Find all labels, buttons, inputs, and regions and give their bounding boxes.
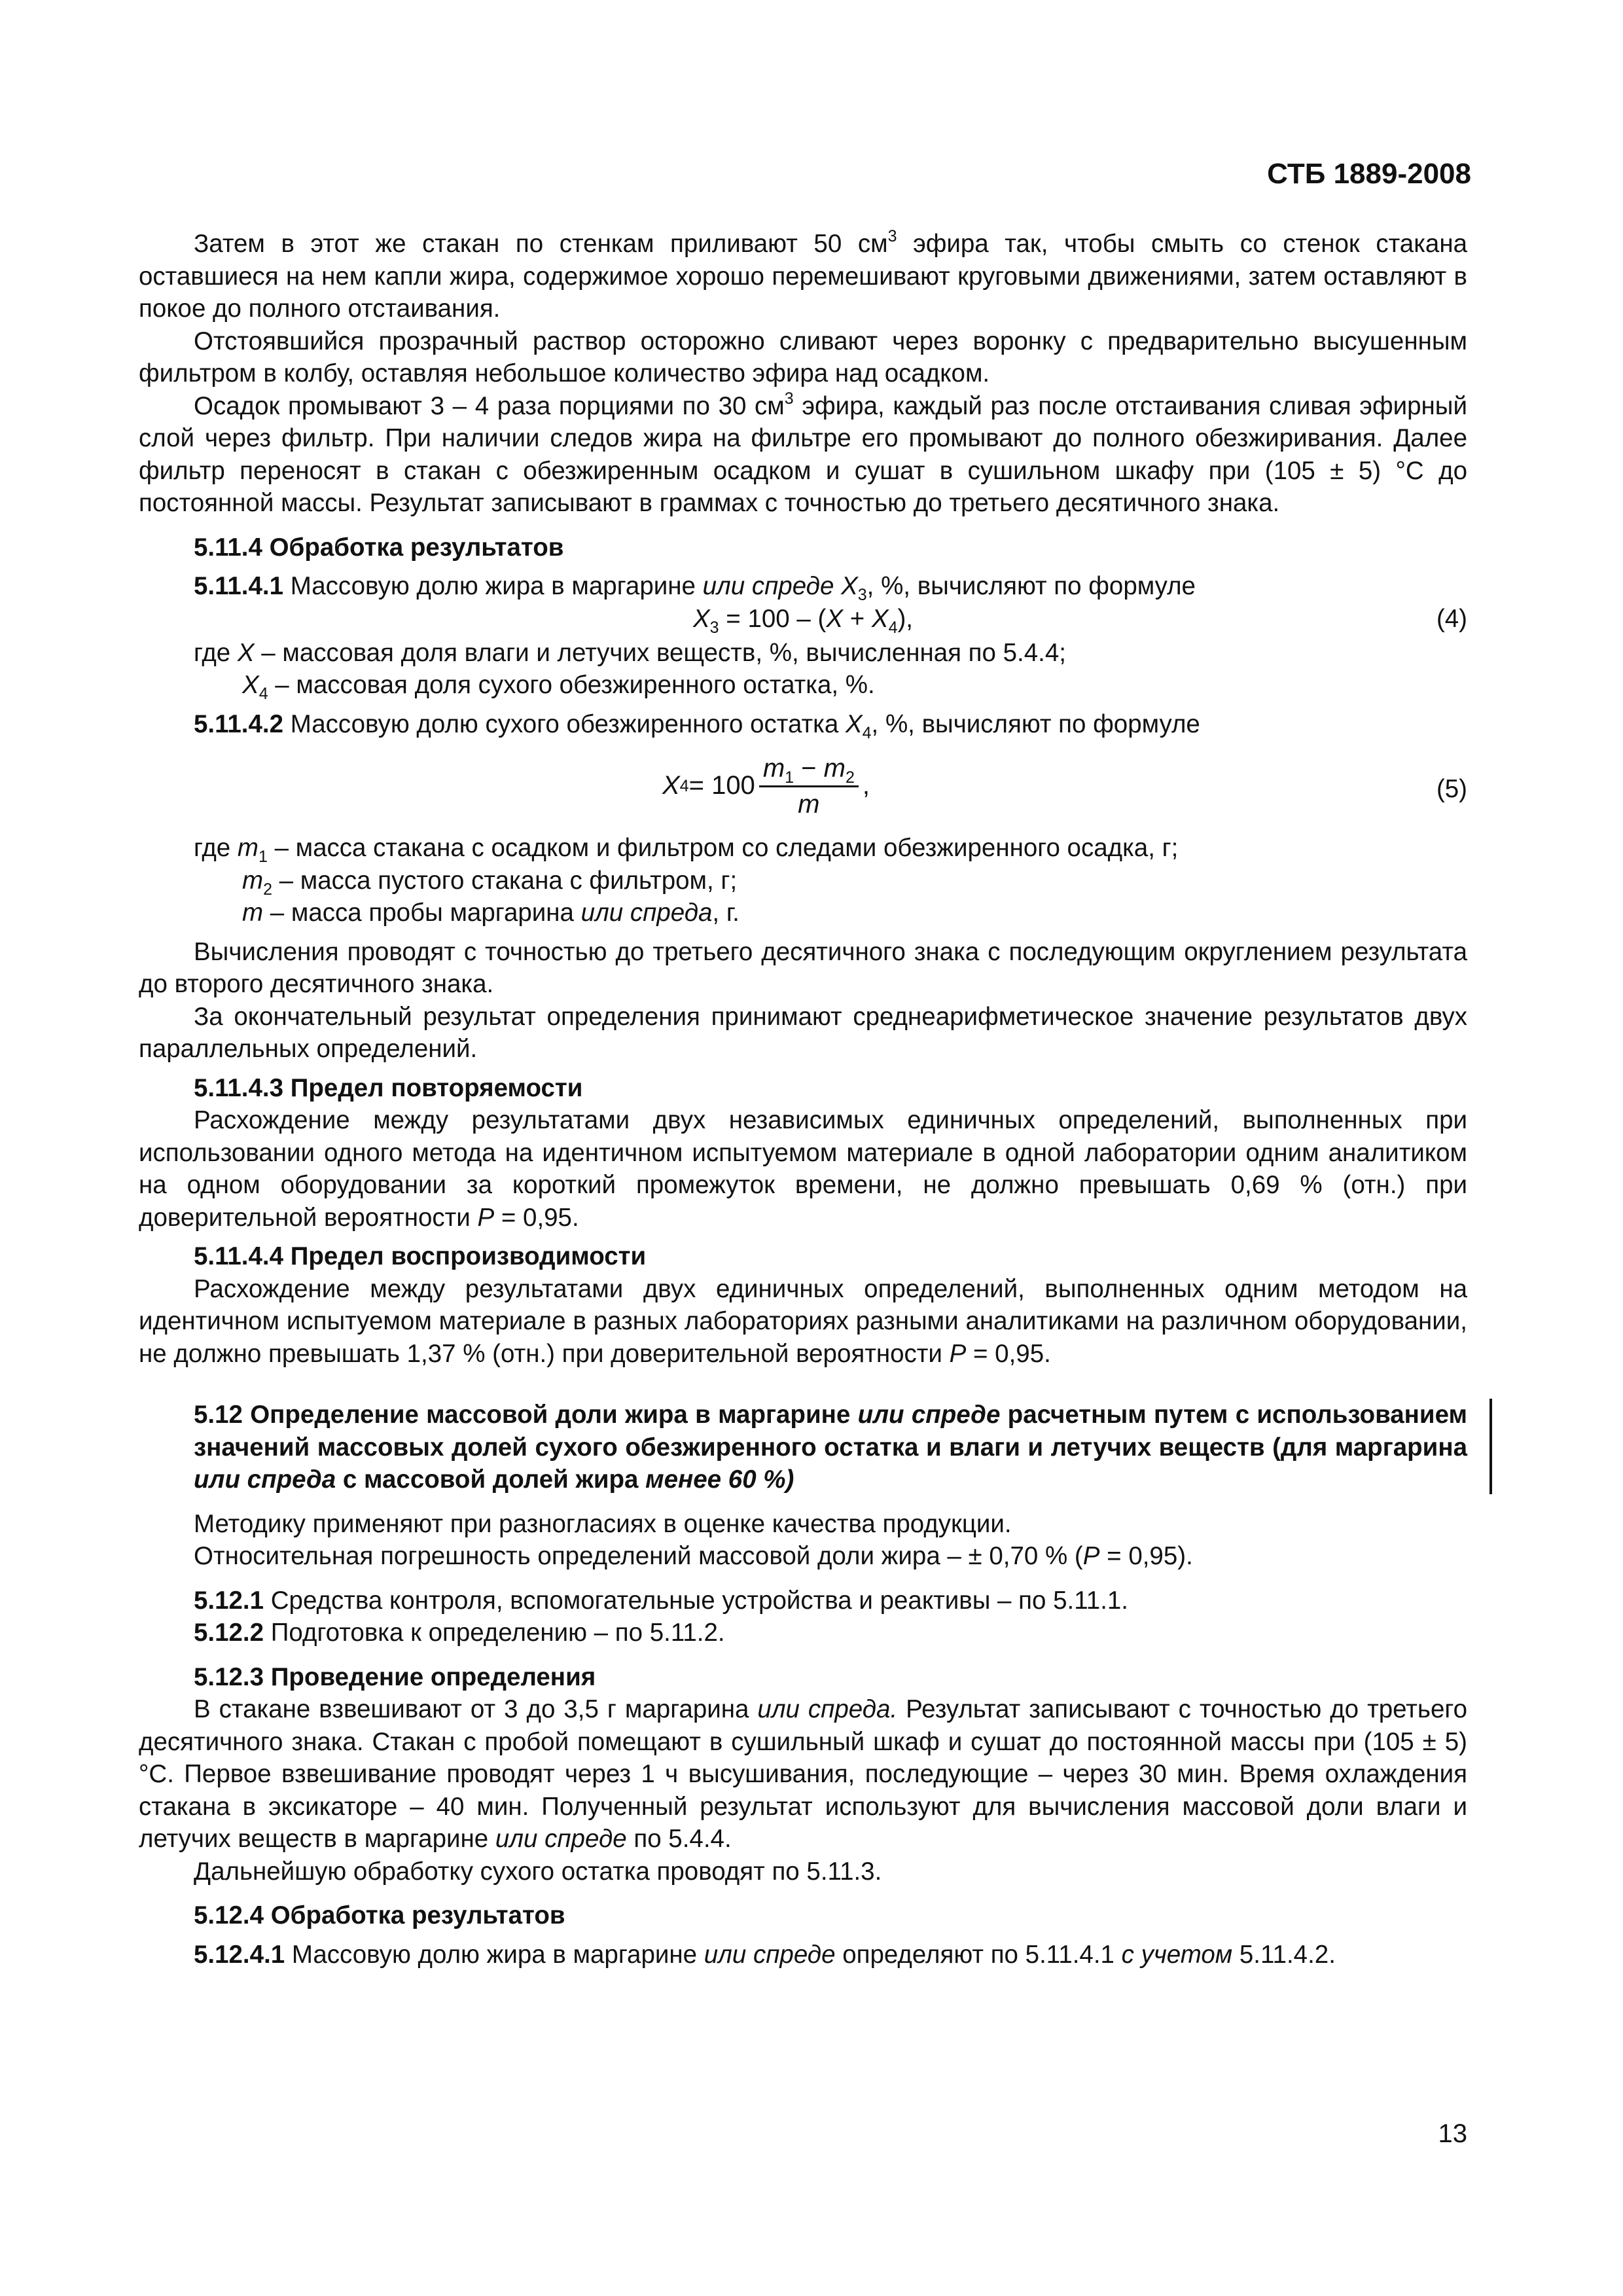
formula-4: $X_3 = 100 - (X + X_4)$, (4) xyxy=(139,603,1467,637)
change-bar xyxy=(1489,1399,1492,1494)
where-4-line-1: где X – массовая доля влаги и летучих веществ, %, вычисленная по 5.4.4; xyxy=(194,638,1066,667)
paragraph-calc-precision: Вычисления проводят с точностью до третьего десятичного знака с последующим округлением результата до второго десятичного знака. xyxy=(139,937,1467,998)
paragraph-wash-residue: Осадок промывают 3 – 4 раза порциями по 30 $см^3$ эфира, каждый раз после отстаивания сливая эфирный слой через фильтр. При наличии следов жира на фильтре его промывают до полного обезжиривания. Далее фильтр переносят в стакан с обезжиренным осадком и сушат в сушильном шкафу при (105 ± 5) °С до постоянной массы. Результат записывают в граммах с точностью до третьего десятичного знака. xyxy=(139,389,1467,517)
standard-code: СТБ 1889-2008 xyxy=(1267,158,1471,190)
clause-5-12-4-1: 5.12.4.1 Массовую долю жира в маргарине или спреде определяют по 5.11.4.1 с учетом 5.11.4.2. xyxy=(194,1940,1336,1969)
paragraph-ether-rinse: Затем в этот же стакан по стенкам приливают 50 $см^3$ эфира так, чтобы смыть со стенок стакана оставшиеся на нем капли жира, содержимое хорошо перемешивают круговыми движениями, затем оставляют в покое до полного отстаивания. xyxy=(139,227,1467,323)
where-5-line-3: m – масса пробы маргарина или спреда, г. xyxy=(242,899,740,927)
where-4-line-2: $X_4$ – массовая доля сухого обезжиренного остатка, %. xyxy=(242,671,875,703)
formula-4-number: (4) xyxy=(1436,604,1467,633)
paragraph-reproducibility: Расхождение между результатами двух единичных определений, выполненных одним методом на идентичном испытуемом материале в разных лабораториях разными аналитиками на различном оборудовании, не должно превышать 1,37 % (отн.) при доверительной вероятности Р = 0,95. xyxy=(139,1274,1467,1368)
paragraph-relative-error: Относительная погрешность определений массовой доли жира – ± 0,70 % (Р = 0,95). xyxy=(194,1542,1193,1570)
paragraph-decant: Отстоявшийся прозрачный раствор осторожно сливают через воронку с предварительно высушенным фильтром в колбу, оставляя небольшое количество эфира над осадком. xyxy=(139,327,1467,387)
heading-5-11-4-3: 5.11.4.3 Предел повторяемости xyxy=(194,1073,583,1102)
clause-5-12-2: 5.12.2 Подготовка к определению – по 5.11.2. xyxy=(194,1619,725,1647)
paragraph-further-processing: Дальнейшую обработку сухого остатка проводят по 5.11.3. xyxy=(194,1857,882,1886)
clause-5-12-1: 5.12.1 Средства контроля, вспомогательные устройства и реактивы – по 5.11.1. xyxy=(194,1586,1129,1615)
fraction xyxy=(759,751,859,821)
where-5-line-1: где $m_1$ – масса стакана с осадком и фильтром со следами обезжиренного осадка, г; xyxy=(194,834,1179,866)
paragraph-final-result: За окончательный результат определения принимают среднеарифметическое значение результатов двух параллельных определений. xyxy=(139,1002,1467,1063)
formula-5-number: (5) xyxy=(1436,775,1467,803)
fraction-numerator: $m_1 - m_2$ xyxy=(759,751,859,787)
heading-5-12-4: 5.12.4 Обработка результатов xyxy=(194,1901,565,1929)
section-5-12 xyxy=(139,1399,1467,1496)
fraction-denominator: m xyxy=(798,789,820,819)
paragraph-procedure: В стакане взвешивают от 3 до 3,5 г маргарина или спреда. Результат записывают с точностью до третьего десятичного знака. Стакан с пробой помещают в сушильный шкаф и сушат до постоянной массы при (105 ± 5) °С. Первое взвешивание проводят через 1 ч высушивания, последующие – через 30 мин. Время охлаждения стакана в эксикаторе – 40 мин. Полученный результат используют для вычисления массовой доли влаги и летучих веществ в маргарине или спреде по 5.4.4. xyxy=(139,1695,1467,1853)
heading-5-11-4-4: 5.11.4.4 Предел воспроизводимости xyxy=(194,1242,647,1270)
heading-5-12-3: 5.12.3 Проведение определения xyxy=(194,1662,596,1691)
formula-5: X 4 = 100 $\frac{m_1 - m_2}{m}$ , (5) xyxy=(139,740,1467,832)
page-number: 13 xyxy=(1438,2119,1467,2148)
paragraph-method-usage: Методику применяют при разногласиях в оценке качества продукции. xyxy=(194,1509,1012,1538)
heading-5-11-4: 5.11.4 Обработка результатов xyxy=(194,533,564,562)
heading-5-12: 5.12 Определение массовой доли жира в маргарине или спреде расчетным путем с использованием значений массовых долей сухого обезжиренного остатка и влаги и летучих веществ (для маргарина или спреда с массовой долей жира менее 60 %) xyxy=(194,1401,1467,1494)
clause-5-11-4-2: 5.11.4.2 Массовую долю сухого обезжиренного остатка $X_4$, %, вычисляют по формуле xyxy=(194,709,1200,742)
page-content xyxy=(139,228,1467,1971)
clause-5-11-4-1: 5.11.4.1 Массовую долю жира в маргарине или спреде $X_3$, %, вычисляют по формуле xyxy=(194,572,1196,604)
paragraph-repeatability: Расхождение между результатами двух независимых единичных определений, выполненных при использовании одного метода на идентичном испытуемом материале в одной лаборатории одним аналитиком на одном оборудовании за короткий промежуток времени, не должно превышать 0,69 % (отн.) при доверительной вероятности Р = 0,95. xyxy=(139,1106,1467,1232)
where-5-line-2: $m_2$ – масса пустого стакана с фильтром, г; xyxy=(242,866,738,899)
